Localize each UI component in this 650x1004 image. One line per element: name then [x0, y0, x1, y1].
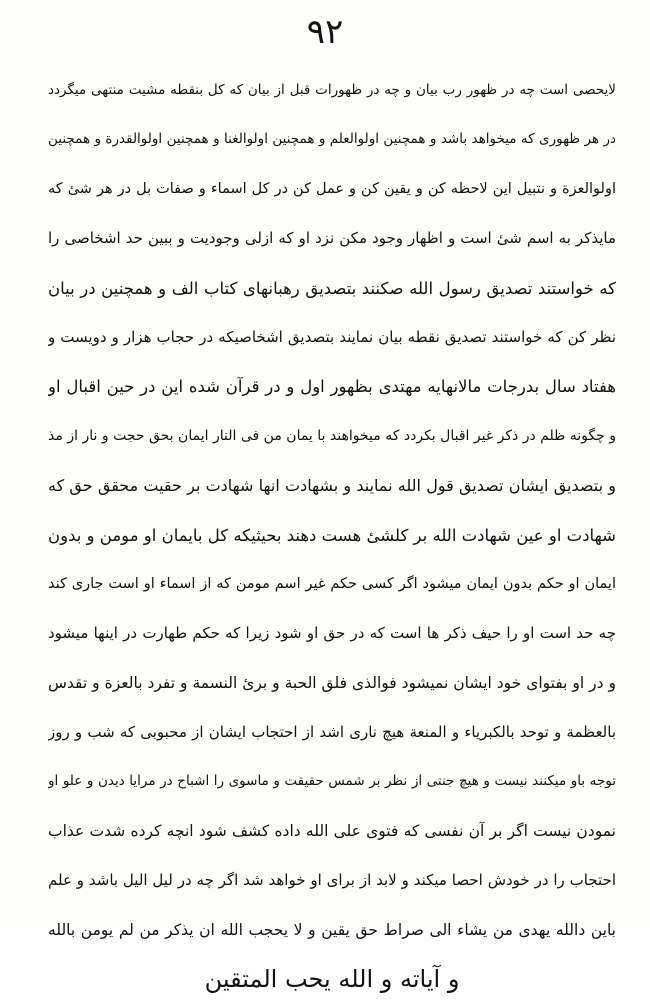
body-text: [48, 66, 616, 1004]
text-line: و چگونه ظلم در ذکر غیر اقبال بکردد که میخواهند با یمان من فی النار ایمان بحق حجت و نار از مذ: [48, 427, 616, 444]
text-line: نظر کن که خواستند تصدیق نقطه بیان نمایند بتصدیق اشخاصیکه در حجاب هزار و دویست و: [48, 327, 616, 346]
text-line: بالعظمة و توحد بالکبریاء و المنعة هیچ ناری اشد از احتجاب ایشان از محبوبی که شب و روز: [48, 723, 616, 742]
text-line: ایمان او حکم بدون ایمان میشود اگر کسی حکم غیر اسم مومن که از اسماء او است جاری کند: [48, 575, 616, 592]
text-line: لایحصی است چه در ظهور رب بیان و چه در ظهورات قبل از بیان که کل بنقطه مشیت منتهی میگردد: [48, 82, 616, 98]
text-line: توجه باو میکنند نیست و هیچ جنتی از نظر بر شمس حقیقت و ماسوی را اشباح در مرایا دیدن و علو او: [48, 773, 616, 790]
text-line: اولوالعزة و نتبیل این لاحظه کن و یقین کن و عمل کن در کل اسماء و صفات بل در هر شیٔ که: [48, 180, 616, 197]
text-line: چه حد است او را حیف ذکر ها است که در حق او شود زیرا که حکم طهارت در اینها میشود: [48, 624, 616, 643]
text-line-final: و آیاته و الله یحب المتقین: [204, 965, 460, 994]
text-line: و در او بفتوای خود ایشان نمیشود فوالذی فلق الحبة و برئ النسمة و تفرد بالعزة و تقدس: [48, 673, 616, 692]
text-line: که خواستند تصدیق رسول الله صکنند بتصدیق رهبانهای کتاب الف و همچنین در بیان: [48, 278, 616, 298]
text-line: هفتاد سال بدرجات مالانهایه مهتدی بظهور اول و در قرآن شده این در حین اقبال او: [48, 377, 616, 397]
page-number: ۹۲: [306, 12, 344, 52]
text-line: در هر ظهوری که میخواهد باشد و همچنین اولوالعلم و همچنین اولوالغنا و همچنین اولوالقدرة و همچنین: [48, 131, 616, 148]
text-line: نمودن نیست اگر بر آن نفسی که فتوی علی الله داده کشف شود انچه کرده شدت عذاب: [48, 821, 616, 840]
text-line: باین دالله یهدی من یشاء الی صراط حق یقین و لا یحجب الله ان یذکر من لم یومن بالله: [48, 920, 616, 939]
text-line: و بتصدیق ایشان تصدیق قول الله نمایند و بشهادت انها شهادت بر حقیت محقق حق که: [48, 476, 616, 496]
text-line: شهادت او عین شهادت الله بر کلشیٔ هست دهند بحیثیکه کل بایمان او مومن و بدون: [48, 525, 616, 545]
text-line: احتجاب را در خودش احصا میکند و لابد از برای او خواهد شد اگر چه در لیل الیل باشد و علم: [48, 871, 616, 890]
text-line: مایذکر به اسم شیٔ است و اظهار وجود مکن نزد او که ازلی وجودیت و ببین حد اشخاصی را: [48, 229, 616, 248]
